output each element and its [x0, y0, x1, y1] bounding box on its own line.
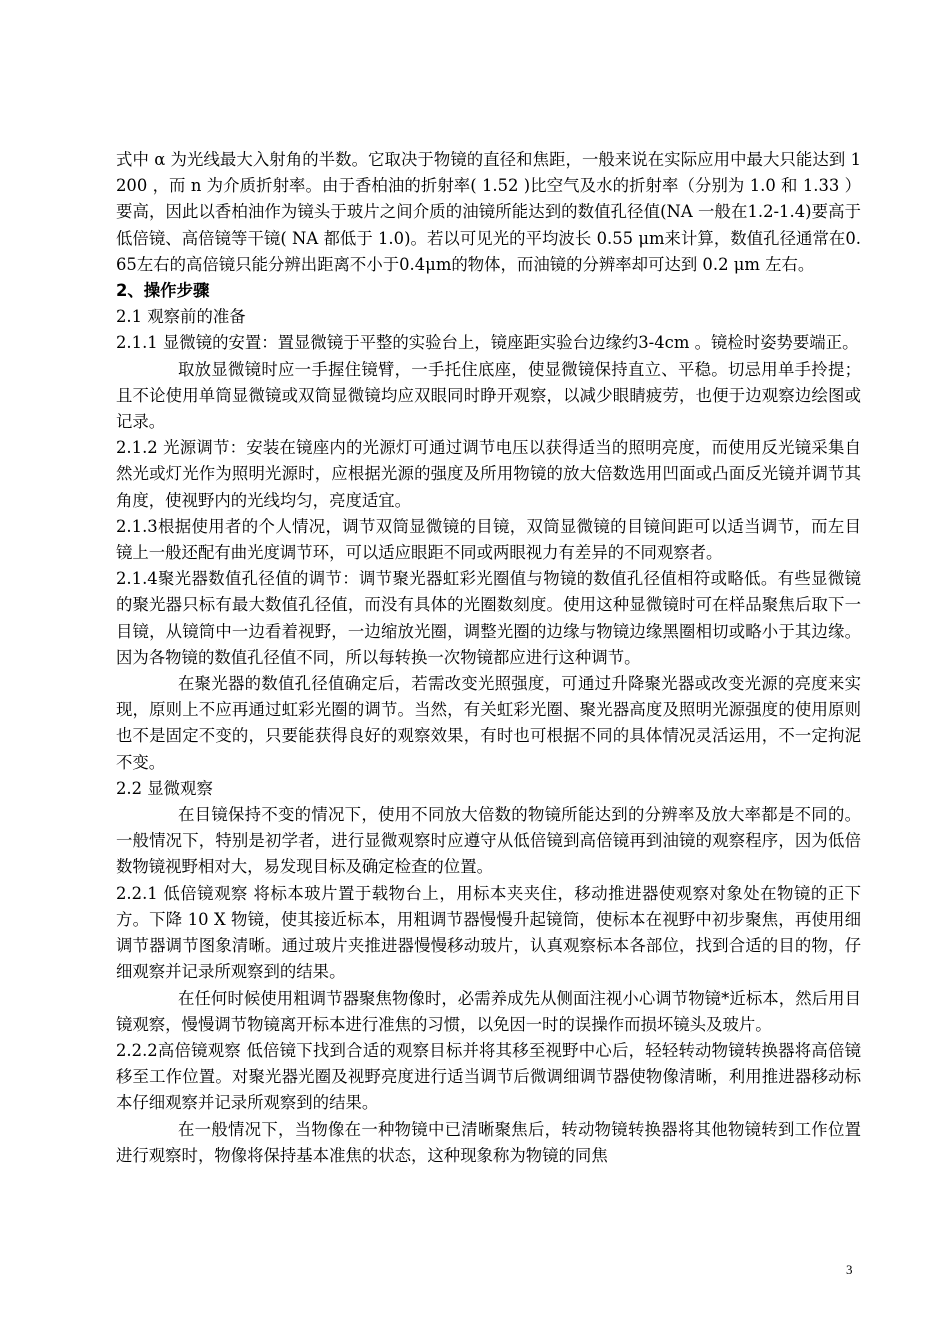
para-2-1-2: 2.1.2 光源调节：安装在镜座内的光源灯可通过调节电压以获得适当的照明亮度，而使用反光镜采集自然光或灯光作为照明光源时，应根据光源的强度及所用物镜的放大倍数选用凹面或凸面反光镜并调节其角度，使视野内的光线均匀，亮度适宜。 [116, 438, 861, 510]
para-handling: 取放显微镜时应一手握住镜臂，一手托住底座，使显微镜保持直立、平稳。切忌用单手拎提；且不论使用单筒显微镜或双筒显微镜均应双眼同时睁开观察，以减少眼睛疲劳，也便于边观察边绘图或记录。 [116, 359, 861, 432]
para-parfocal: 在一般情况下，当物像在一种物镜中已清晰聚焦后，转动物镜转换器将其他物镜转到工作位置进行观察时，物像将保持基本准焦的状态，这种现象称为物镜的同焦 [116, 1119, 861, 1165]
para-2-2-1: 2.2.1 低倍镜观察 将标本玻片置于载物台上，用标本夹夹住，移动推进器使观察对象处在物镜的正下方。下降 10 X 物镜，使其接近标本，用粗调节器慢慢升起镜筒，使标本在视野中初步聚焦，再使用细调节器调节图象清晰。通过玻片夹推进器慢慢移动玻片，认真观察标本各部位，找到合适的目的物，仔细观察并记录所观察到的结果。 [116, 883, 861, 982]
para-light-intensity: 在聚光器的数值孔径值确定后，若需改变光照强度，可通过升降聚光器或改变光源的亮度来实现，原则上不应再通过虹彩光圈的调节。当然，有关虹彩光圈、聚光器高度及照明光源强度的使用原则也不是固定不变的，只要能获得良好的观察效果，有时也可根据不同的具体情况灵活运用，不一定拘泥不变。 [116, 674, 861, 772]
page-number: 3 [846, 1262, 853, 1277]
para-formula-explanation: 式中 α 为光线最大入射角的半数。它取决于物镜的直径和焦距，一般来说在实际应用中最大只能达到 1200 ，而 n 为介质折射率。由于香柏油的折射率( 1.52 )比空气及水的折射率（分别为 1.0 和 1.33 ）要高，因此以香柏油作为镜头于玻片之间介质的油镜所能达到的数值孔径值(NA 一般在1.2-1.4)要高于低倍镜、高倍镜等干镜( NA 都低于 1.0)。若以可见光的平均波长 0.55 μm来计算，数值孔径通常在0.65左右的高倍镜只能分辨出距离不小于0.4μm的物体，而油镜的分辨率却可达到 0.2 μm 左右。 [116, 150, 861, 274]
subheading-2-2: 2.2 显微观察 [116, 778, 213, 798]
para-2-1-4: 2.1.4聚光器数值孔径值的调节：调节聚光器虹彩光圈值与物镜的数值孔径值相符或略低。有些显微镜的聚光器只标有最大数值孔径值，而没有具体的光圈数刻度。使用这种显微镜时可在样品聚焦后取下一目镜，从镜筒中一边看着视野，一边缩放光圈，调整光圈的边缘与物镜边缘黑圈相切或略小于其边缘。因为各物镜的数值孔径值不同，所以每转换一次物镜都应进行这种调节。 [116, 569, 861, 667]
para-2-1-1: 2.1.1 显微镜的安置：置显微镜于平整的实验台上，镜座距实验台边缘约3-4cm 。镜检时姿势要端正。 [116, 333, 859, 353]
para-coarse-focus-caution: 在任何时候使用粗调节器聚焦物像时，必需养成先从侧面注视小心调节物镜*近标本，然后用目镜观察，慢慢调节物镜离开标本进行准焦的习惯，以免因一时的误操作而损坏镜头及玻片。 [116, 988, 861, 1034]
section-heading-operation-steps: 2、操作步骤 [116, 281, 210, 301]
para-observation-order: 在目镜保持不变的情况下，使用不同放大倍数的物镜所能达到的分辨率及放大率都是不同的。一般情况下，特别是初学者，进行显微观察时应遵守从低倍镜到高倍镜再到油镜的观察程序，因为低倍数物镜视野相对大，易发现目标及确定检查的位置。 [116, 805, 861, 877]
para-2-1-3: 2.1.3根据使用者的个人情况，调节双筒显微镜的目镜，双筒显微镜的目镜间距可以适当调节，而左目镜上一般还配有曲光度调节环，可以适应眼距不同或两眼视力有差异的不同观察者。 [116, 516, 861, 563]
document-body [116, 147, 861, 1169]
subheading-2-1: 2.1 观察前的准备 [116, 307, 246, 327]
para-2-2-2: 2.2.2高倍镜观察 低倍镜下找到合适的观察目标并将其移至视野中心后，轻轻转动物镜转换器将高倍镜移至工作位置。对聚光器光圈及视野亮度进行适当调节后微调细调节器使物像清晰，利用推进器移动标本仔细观察并记录所观察到的结果。 [116, 1040, 861, 1113]
